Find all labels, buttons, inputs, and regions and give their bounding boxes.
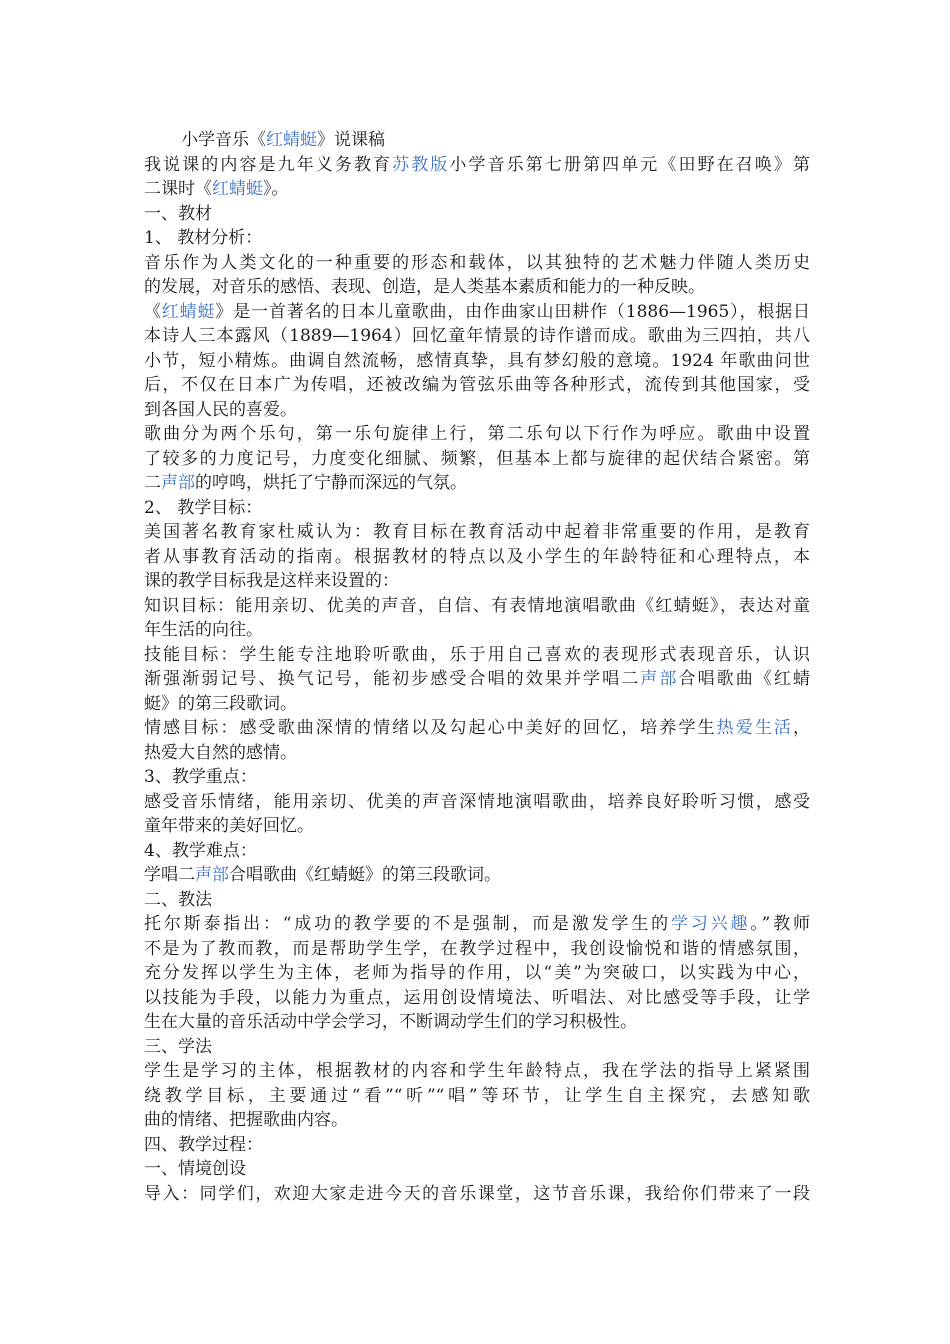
paragraph-text: 》是一首著名的日本儿童歌曲，由作曲家山田耕作（1886—1965），根据日	[215, 301, 810, 322]
paragraph-text: 《	[144, 301, 162, 322]
paragraph-text: 学唱二	[144, 865, 195, 885]
paragraph-line: 曲的情绪、把握歌曲内容。	[144, 1110, 348, 1130]
paragraph-text: 合唱歌曲《红蜻蜓》的第三段歌词。	[229, 865, 501, 885]
link-shengbu[interactable]: 声部	[195, 865, 229, 885]
paragraph-line: 音乐作为人类文化的一种重要的形态和载体，以其独特的艺术魅力伴随人类历史	[144, 252, 810, 273]
paragraph-line: 导入：同学们，欢迎大家走进今天的音乐课堂，这节音乐课，我给你们带来了一段	[144, 1183, 810, 1204]
paragraph-text: 二	[144, 473, 161, 493]
document-title	[144, 128, 810, 153]
paragraph-line	[144, 471, 810, 496]
heading-process: 四、教学过程：	[144, 1134, 263, 1155]
paragraph-line: 者从事教育活动的指南。根据教材的特点以及小学生的年龄特征和心理特点，本	[144, 546, 810, 567]
heading-textbook: 一、教材	[144, 203, 212, 224]
intro-line-2	[144, 177, 810, 202]
paragraph-line: 学生是学习的主体，根据教材的内容和学生年龄特点，我在学法的指导上紧紧围	[144, 1061, 810, 1081]
intro-text-end: 小学音乐第七册第四单元《田野在召唤》第	[449, 154, 810, 175]
paragraph-line: 生在大量的音乐活动中学会学习，不断调动学生们的学习积极性。	[144, 1012, 637, 1032]
paragraph-text: 。”教师	[750, 914, 810, 934]
heading-goals: 2、 教学目标：	[144, 497, 263, 518]
link-shengbu[interactable]: 声部	[640, 669, 679, 689]
document-body	[144, 128, 810, 1206]
paragraph-line: 年生活的向往。	[144, 620, 263, 640]
paragraph-line	[144, 863, 810, 888]
paragraph-line: 本诗人三本露风（1889—1964）回忆童年情景的诗作谱而成。歌曲为三四拍，共八	[144, 326, 810, 346]
paragraph-line: 到各国人民的喜爱。	[144, 399, 297, 420]
paragraph-text: 情感目标：感受歌曲深情的情绪以及勾起心中美好的回忆，培养学生	[144, 718, 717, 738]
link-xuexi-xingqu[interactable]: 学习兴趣	[671, 914, 751, 934]
title-text-end: 》说课稿	[317, 130, 385, 150]
paragraph-line: 充分发挥以学生为主体，老师为指导的作用，以“美”为突破口，以实践为中心，	[144, 963, 810, 983]
link-hongqingting[interactable]: 红蜻蜓	[212, 179, 263, 199]
paragraph-line: 歌曲分为两个乐句，第一乐句旋律上行，第二乐句以下行作为呼应。歌曲中设置	[144, 424, 810, 444]
heading-learning: 三、学法	[144, 1036, 212, 1057]
heading-scene: 一、情境创设	[144, 1159, 246, 1179]
intro-text: 二课时《	[144, 179, 212, 199]
paragraph-line: 后，不仅在日本广为传唱，还被改编为管弦乐曲等各种形式，流传到其他国家，受	[144, 375, 810, 395]
paragraph-line: 技能目标：学生能专注地聆听歌曲，乐于用自己喜欢的表现形式表现音乐，认识	[144, 644, 810, 665]
paragraph-line: 童年带来的美好回忆。	[144, 816, 314, 836]
link-reai-shenghuo[interactable]: 热爱生活	[716, 718, 794, 738]
intro-text: 我说课的内容是九年义务教育	[144, 154, 393, 175]
paragraph-line: 以技能为手段，以能力为重点，运用创设情境法、听唱法、对比感受等手段，让学	[144, 987, 810, 1008]
link-hongqingting[interactable]: 红蜻蜓	[161, 301, 216, 322]
paragraph-text: 合唱歌曲《红蜻	[678, 669, 810, 689]
paragraph-line: 绕教学目标，主要通过“看”“听”“唱”等环节，让学生自主探究，去感知歌	[144, 1085, 810, 1106]
heading-method: 二、教法	[144, 889, 212, 910]
paragraph-text: 渐强渐弱记号、换气记号，能初步感受合唱的效果并学唱二	[144, 669, 641, 689]
paragraph-line: 感受音乐情绪，能用亲切、优美的声音深情地演唱歌曲，培养良好聆听习惯，感受	[144, 791, 810, 812]
paragraph-line: 的发展，对音乐的感悟、表现、创造，是人类基本素质和能力的一种反映。	[144, 277, 705, 297]
paragraph-text: 托尔斯泰指出：“成功的教学要的不是强制，而是激发学生的	[144, 914, 671, 934]
paragraph-text: ，	[793, 718, 810, 738]
paragraph-line: 知识目标：能用亲切、优美的声音，自信、有表情地演唱歌曲《红蜻蜓》，表达对童	[144, 595, 810, 616]
intro-line-1	[144, 153, 810, 178]
paragraph-line	[144, 716, 810, 741]
paragraph-text: 的哼鸣，烘托了宁静而深远的气氛。	[195, 473, 467, 493]
title-link-hongqingting[interactable]: 红蜻蜓	[266, 130, 317, 150]
paragraph-line: 美国著名教育家杜威认为：教育目标在教育活动中起着非常重要的作用，是教育	[144, 522, 810, 542]
link-sujiaoban[interactable]: 苏教版	[392, 154, 450, 175]
intro-text-end: 》。	[263, 179, 289, 199]
paragraph-line: 课的教学目标我是这样来设置的：	[144, 571, 399, 591]
paragraph-line	[144, 667, 810, 692]
heading-analysis: 1、 教材分析：	[144, 228, 263, 248]
heading-difficulty: 4、教学难点：	[144, 840, 257, 861]
heading-key-points: 3、教学重点：	[144, 767, 257, 787]
paragraph-line: 不是为了教而教，而是帮助学生学，在教学过程中，我创设愉悦和谐的情感氛围，	[144, 938, 810, 959]
link-shengbu[interactable]: 声部	[161, 473, 195, 493]
paragraph-line	[144, 912, 810, 937]
paragraph-line: 小节，短小精炼。曲调自然流畅，感情真挚，具有梦幻般的意境。1924 年歌曲问世	[144, 350, 810, 371]
paragraph-line	[144, 300, 810, 325]
title-text: 小学音乐《	[181, 130, 266, 150]
paragraph-line: 热爱大自然的感情。	[144, 742, 297, 763]
paragraph-line: 蜓》的第三段歌词。	[144, 693, 297, 714]
paragraph-line: 了较多的力度记号，力度变化细腻、频繁，但基本上都与旋律的起伏结合紧密。第	[144, 448, 810, 469]
